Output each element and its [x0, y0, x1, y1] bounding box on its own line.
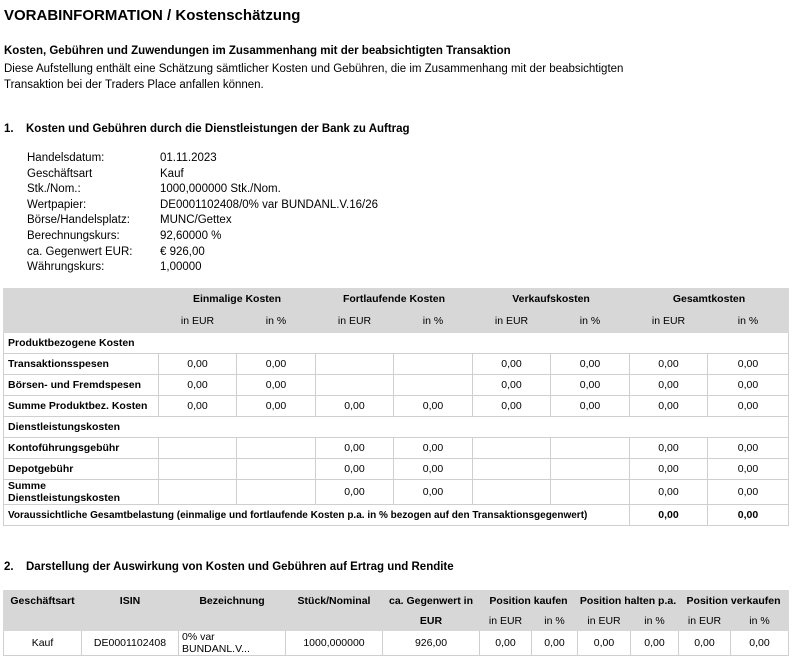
- section-1-heading: [4, 123, 410, 135]
- effect-table: [3, 590, 789, 656]
- header-quantity: Stück/Nominal: [286, 591, 383, 611]
- unit-eur: in EUR: [630, 310, 708, 333]
- intro-heading: Kosten, Gebühren und Zuwendungen im Zusammenhang mit der beabsichtigten Transaktion: [4, 45, 511, 57]
- unit-pct: in %: [708, 310, 789, 333]
- effect-table-unit-header: EUR in EUR in % in EUR in % in EUR in %: [4, 611, 789, 631]
- table-row: Kontoführungsgebühr 0,00 0,00 0,00 0,00: [4, 438, 789, 459]
- table-row: Summe Dienstleistungskosten 0,00 0,00 0,00 0,00: [4, 480, 789, 505]
- header-position-buy: Position kaufen: [480, 591, 578, 611]
- document-title: VORABINFORMATION / Kostenschätzung: [4, 7, 301, 24]
- section-1-title: Kosten und Gebühren durch die Dienstleistungen der Bank zu Auftrag: [26, 123, 410, 135]
- header-counter-value: ca. Gegenwert in: [383, 591, 480, 611]
- header-one-time-costs: Einmalige Kosten: [159, 289, 316, 310]
- table-row: Summe Produktbez. Kosten 0,00 0,00 0,00 0,00 0,00 0,00 0,00 0,00: [4, 396, 789, 417]
- unit-pct: in %: [551, 310, 630, 333]
- header-description: Bezeichnung: [179, 591, 286, 611]
- intro-text: [4, 61, 623, 93]
- info-row-calc-price: Berechnungskurs: 92,60000 %: [27, 229, 222, 242]
- total-burden-pct: 0,00: [708, 505, 789, 526]
- effect-table-header: [4, 591, 789, 611]
- total-burden-eur: 0,00: [630, 505, 708, 526]
- total-burden-row: [4, 505, 789, 526]
- section-2-heading: [4, 561, 454, 573]
- order-info-list: [27, 151, 378, 276]
- header-sale-costs: Verkaufskosten: [473, 289, 630, 310]
- info-row-trade-type: Geschäftsart Kauf: [27, 167, 184, 180]
- total-burden-label: Voraussichtliche Gesamtbelastung (einmalige und fortlaufende Kosten p.a. in % bezogen auf den Transaktionsgegenwert): [4, 505, 630, 526]
- info-row-counter-value: ca. Gegenwert EUR: € 926,00: [27, 245, 205, 258]
- header-isin: ISIN: [82, 591, 179, 611]
- unit-eur: in EUR: [473, 310, 551, 333]
- table-row: Depotgebühr 0,00 0,00 0,00 0,00: [4, 459, 789, 480]
- header-counter-value-unit: EUR: [383, 611, 480, 631]
- unit-eur: in EUR: [316, 310, 394, 333]
- cost-table: [3, 288, 789, 526]
- section-1-number: 1.: [4, 123, 14, 135]
- section-2-title: Darstellung der Auswirkung von Kosten und Gebühren auf Ertrag und Rendite: [26, 561, 454, 573]
- info-row-security: Wertpapier: DE0001102408/0% var BUNDANL.V.16/26: [27, 198, 379, 211]
- group-row-product-costs: Produktbezogene Kosten: [4, 333, 789, 354]
- info-row-quantity: Stk./Nom.: 1000,000000 Stk./Nom.: [27, 183, 281, 196]
- info-row-exchange: Börse/Handelsplatz: MUNC/Gettex: [27, 214, 232, 227]
- unit-eur: in EUR: [159, 310, 237, 333]
- info-row-fx-rate: Währungskurs: 1,00000: [27, 261, 202, 274]
- intro-line-1: Diese Aufstellung enthält eine Schätzung sämtlicher Kosten und Gebühren, die im Zusammenhang mit der beabsichtigten: [4, 63, 624, 75]
- section-2-number: 2.: [4, 561, 14, 573]
- header-position-sell: Position verkaufen: [679, 591, 789, 611]
- header-total-costs: Gesamtkosten: [630, 289, 789, 310]
- unit-pct: in %: [237, 310, 316, 333]
- cost-table-unit-header: [4, 310, 789, 333]
- table-row: Transaktionsspesen 0,00 0,00 0,00 0,00 0,00 0,00: [4, 354, 789, 375]
- table-row: Kauf DE0001102408 0% var BUNDANL.V... 1000,000000 926,00 0,00 0,00 0,00 0,00 0,00 0,00: [4, 631, 789, 656]
- table-row: Börsen- und Fremdspesen 0,00 0,00 0,00 0,00 0,00 0,00: [4, 375, 789, 396]
- header-running-costs: Fortlaufende Kosten: [316, 289, 473, 310]
- intro-line-2: Transaktion bei der Traders Place anfallen können.: [4, 79, 264, 91]
- header-trade-type: Geschäftsart: [4, 591, 82, 611]
- header-position-hold: Position halten p.a.: [578, 591, 679, 611]
- info-row-trade-date: Handelsdatum: 01.11.2023: [27, 152, 217, 164]
- cost-table-group-header: [4, 289, 789, 310]
- group-row-service-costs: Dienstleistungskosten: [4, 417, 789, 438]
- unit-pct: in %: [394, 310, 473, 333]
